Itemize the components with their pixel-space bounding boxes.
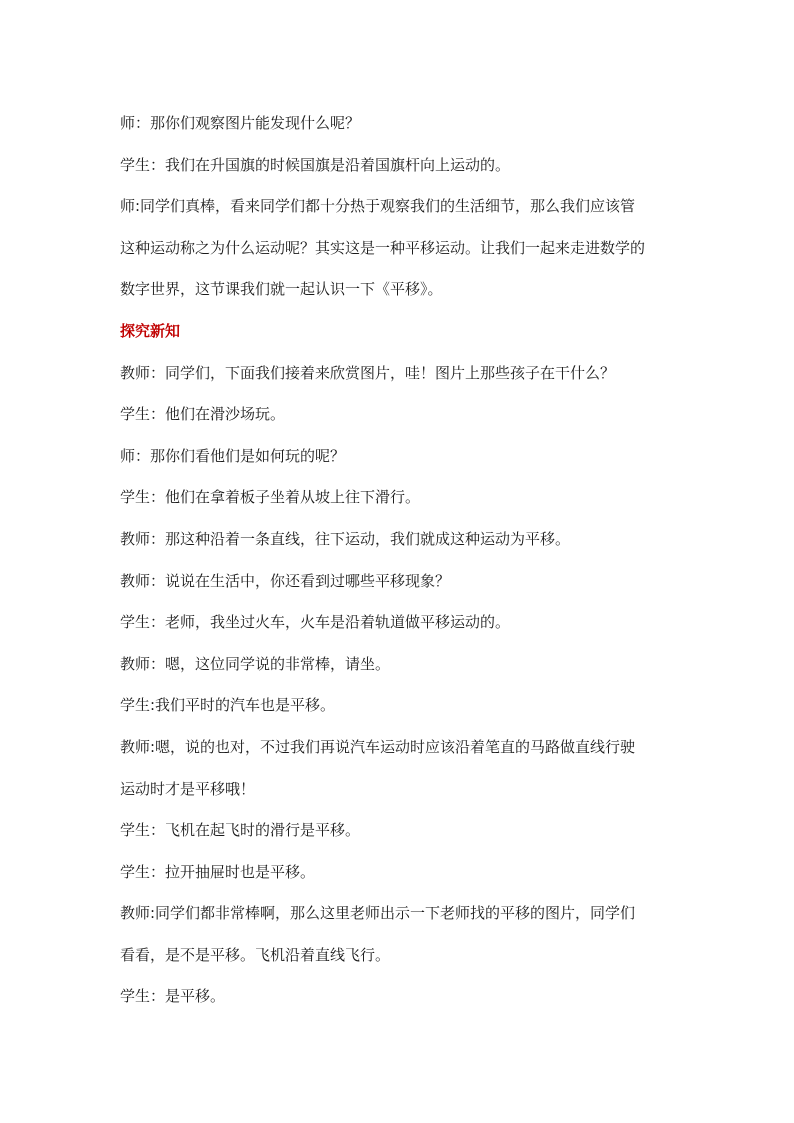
text-line: 看看，是不是平移。飞机沿着直线飞行。 [120, 945, 391, 964]
dialogue-line [120, 353, 680, 395]
dialogue-paragraph [120, 893, 680, 976]
dialogue-line [120, 602, 680, 644]
document-body [120, 103, 680, 1018]
dialogue-line [120, 976, 680, 1018]
text-line: 数字世界，这节课我们就一起认识一下《平移》。 [120, 280, 443, 299]
text-line: 教师：同学们，下面我们接着来欣赏图片，哇！图片上那些孩子在干什么？ [120, 363, 616, 382]
text-line: 学生:我们平时的汽车也是平移。 [120, 696, 336, 715]
text-line: 师：那你们看他们是如何玩的呢？ [120, 446, 346, 465]
text-line: 教师:同学们都非常棒啊，那么这里老师出示一下老师找的平移的图片，同学们 [120, 904, 636, 923]
dialogue-line [120, 519, 680, 561]
dialogue-paragraph [120, 727, 680, 810]
text-line: 教师：说说在生活中，你还看到过哪些平移现象？ [120, 571, 451, 590]
text-line: 学生：飞机在起飞时的滑行是平移。 [120, 821, 361, 840]
dialogue-paragraph [120, 186, 680, 311]
dialogue-line [120, 436, 680, 478]
heading-text: 探究新知 [120, 321, 181, 340]
text-line: 教师:嗯，说的也对，不过我们再说汽车运动时应该沿着笔直的马路做直线行驶 [120, 737, 636, 756]
text-line: 师:同学们真棒，看来同学们都十分热于观察我们的生活细节，那么我们应该管 [120, 197, 636, 216]
dialogue-line [120, 644, 680, 686]
text-line: 师：那你们观察图片能发现什么呢？ [120, 114, 361, 132]
dialogue-line [120, 145, 680, 187]
dialogue-line [120, 810, 680, 852]
dialogue-line [120, 103, 680, 145]
dialogue-line [120, 477, 680, 519]
text-line: 教师：那这种沿着一条直线，往下运动，我们就成这种运动为平移。 [120, 529, 571, 548]
dialogue-line [120, 394, 680, 436]
section-heading [120, 311, 680, 353]
dialogue-line [120, 561, 680, 603]
text-line: 学生：拉开抽屉时也是平移。 [120, 862, 316, 881]
text-line: 学生：他们在拿着板子坐着从坡上往下滑行。 [120, 488, 421, 507]
text-line: 运动时才是平移哦！ [120, 779, 256, 798]
text-line: 学生：是平移。 [120, 987, 226, 1006]
text-line: 学生：他们在滑沙场玩。 [120, 405, 286, 424]
text-line: 学生：老师，我坐过火车，火车是沿着轨道做平移运动的。 [120, 613, 511, 632]
text-line: 学生：我们在升国旗的时候国旗是沿着国旗杆向上运动的。 [120, 155, 511, 174]
dialogue-line [120, 685, 680, 727]
dialogue-line [120, 852, 680, 894]
text-line: 教师：嗯，这位同学说的非常棒，请坐。 [120, 654, 391, 673]
text-line: 这种运动称之为什么运动呢？其实这是一种平移运动。让我们一起来走进数学的 [120, 238, 646, 257]
